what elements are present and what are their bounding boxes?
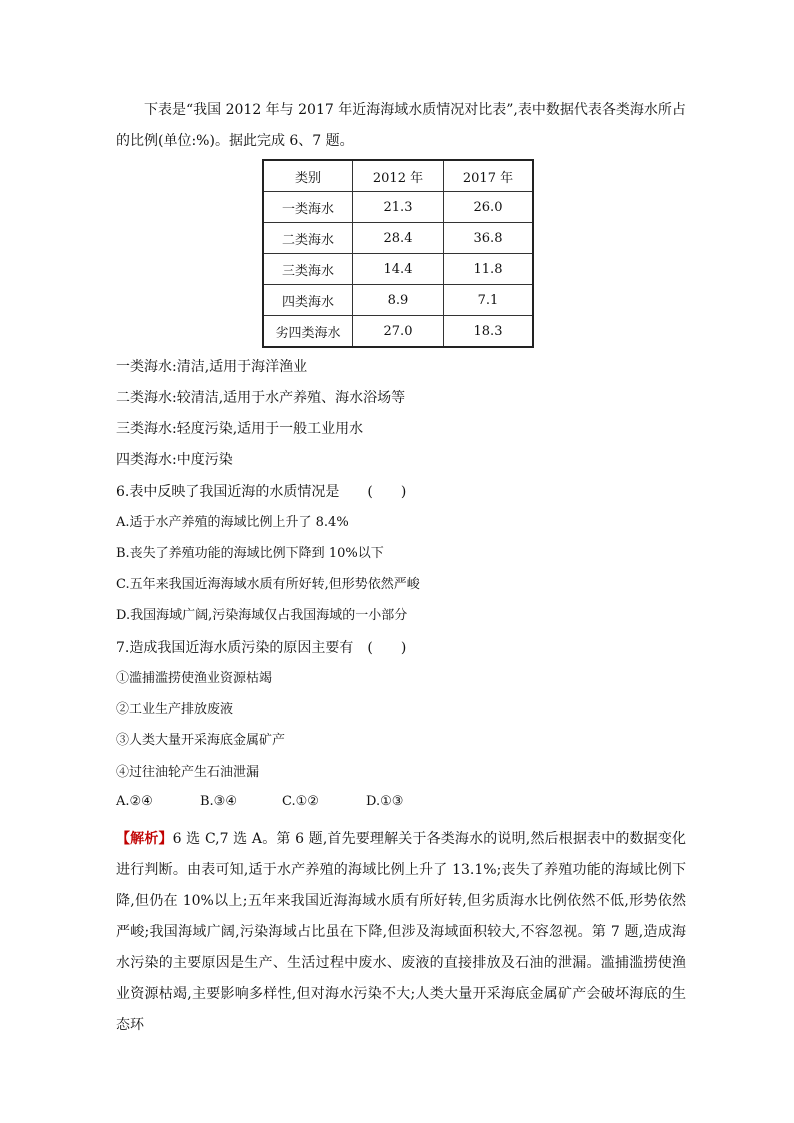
definition-line: 三类海水:轻度污染,适用于一般工业用水 <box>116 421 364 437</box>
question-6-option: D.我国海域广阔,污染海域仅占我国海域的一小部分 <box>116 608 408 623</box>
table-cell: 18.3 <box>444 316 534 348</box>
header-2017: 2017 年 <box>444 160 534 192</box>
table-cell: 21.3 <box>353 192 444 223</box>
table-cell: 26.0 <box>444 192 534 223</box>
table-row <box>263 192 533 223</box>
water-quality-table <box>262 159 534 348</box>
table-cell: 四类海水 <box>263 285 353 316</box>
header-category: 类别 <box>263 160 353 192</box>
table-cell: 7.1 <box>444 285 534 316</box>
question-7-stem: 7.造成我国近海水质污染的原因主要有 ( ) <box>116 640 407 656</box>
choice-c: C.①② <box>282 794 319 809</box>
question-7-item: ②工业生产排放废液 <box>116 702 234 717</box>
question-7-item: ①滥捕滥捞使渔业资源枯竭 <box>116 671 273 686</box>
definition-line: 一类海水:清洁,适用于海洋渔业 <box>116 359 308 375</box>
definition-line: 四类海水:中度污染 <box>116 452 233 468</box>
question-6-option: B.丧失了养殖功能的海域比例下降到 10%以下 <box>116 546 384 561</box>
question-6-option: C.五年来我国近海海域水质有所好转,但形势依然严峻 <box>116 577 420 592</box>
question-6-stem: 6.表中反映了我国近海的水质情况是 ( ) <box>116 484 407 500</box>
table-row <box>263 223 533 254</box>
intro-line-2: 的比例(单位:%)。据此完成 6、7 题。 <box>116 133 354 149</box>
table-cell: 11.8 <box>444 254 534 285</box>
table-cell: 三类海水 <box>263 254 353 285</box>
question-7-item: ③人类大量开采海底金属矿产 <box>116 733 286 748</box>
header-2012: 2012 年 <box>353 160 444 192</box>
question-7-choices <box>116 794 403 809</box>
choice-b: B.③④ <box>200 794 237 809</box>
question-7-item: ④过往油轮产生石油泄漏 <box>116 765 260 780</box>
analysis-paragraph <box>116 824 686 1041</box>
choice-d: D.①③ <box>366 794 404 809</box>
table-row <box>263 285 533 316</box>
analysis-tag: 【解析】 <box>116 831 173 847</box>
table-cell: 14.4 <box>353 254 444 285</box>
table-header-row <box>263 160 533 192</box>
table-row <box>263 254 533 285</box>
table-cell: 劣四类海水 <box>263 316 353 348</box>
definition-line: 二类海水:较清洁,适用于水产养殖、海水浴场等 <box>116 390 406 406</box>
question-6-option: A.适于水产养殖的海域比例上升了 8.4% <box>116 515 349 530</box>
table-cell: 27.0 <box>353 316 444 348</box>
table-cell: 二类海水 <box>263 223 353 254</box>
table-cell: 36.8 <box>444 223 534 254</box>
table-cell: 一类海水 <box>263 192 353 223</box>
analysis-text: 6 选 C,7 选 A。第 6 题,首先要理解关于各类海水的说明,然后根据表中的数据变化进行判断。由表可知,适于水产养殖的海域比例上升了 13.1%;丧失了养殖功能的海域比例下降,但仍在 10%以上;五年来我国近海海域水质有所好转,但劣质海水比例依然不低,形势依然严峻;我国海域广阔,污染海域占比虽在下降,但涉及海域面积较大,不容忽视。第 7 题,造成海水污染的主要原因是生产、生活过程中废水、废液的直接排放及石油的泄漏。滥捕滥捞使渔业资源枯竭,主要影响多样性,但对海水污染不大;人类大量开采海底金属矿产会破坏海底的生态环 <box>116 831 686 1033</box>
intro-line-1: 下表是“我国 2012 年与 2017 年近海海域水质情况对比表”,表中数据代表各类海水所占 <box>144 102 686 118</box>
table-cell: 8.9 <box>353 285 444 316</box>
table-cell: 28.4 <box>353 223 444 254</box>
choice-a: A.②④ <box>116 794 153 809</box>
table-row <box>263 316 533 348</box>
